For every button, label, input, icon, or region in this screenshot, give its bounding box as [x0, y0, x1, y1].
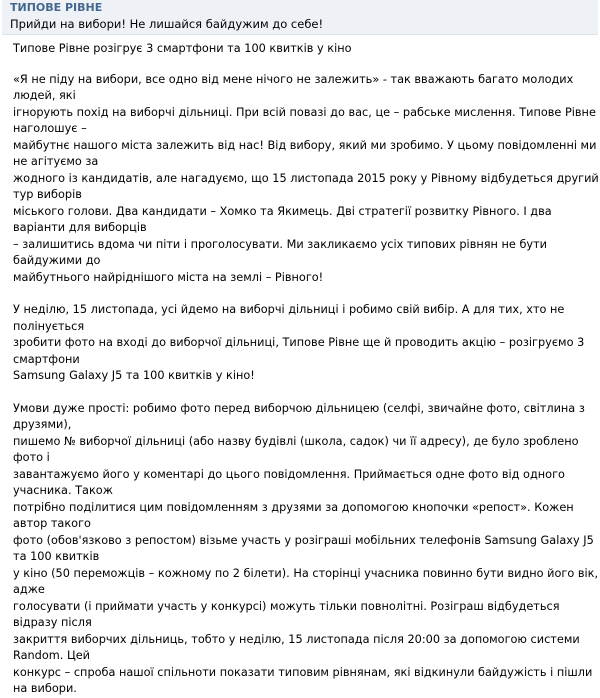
- post-body: [13, 41, 599, 698]
- group-status: Прийди на вибори! Не лишайся байдужим до себе!: [10, 17, 324, 31]
- post-paragraph: У неділю, 15 листопада, усі йдемо на виборчі дільниці і робимо свій вибір. А для тих, хто не полінується зробити фото на вході до виборчої дільниці, Типове Рівне ще й проводить акцію – розігруємо 3 смартфони Samsung Galaxy J5 та 100 квитків у кіно!: [13, 303, 585, 382]
- post-header: [2, 0, 598, 35]
- group-name-link[interactable]: ТИПОВЕ РІВНЕ: [10, 1, 103, 14]
- post-paragraph: «Я не піду на вибори, все одно від мене нічого не залежить» - так вважають багато молодих людей, які ігнорують похід на виборчі дільниці. При всій повазі до вас, це – рабське мислення. Типове Рівне наголошує – майбутнє нашого міста залежить від нас! Від вибору, який ми зробимо. У цьому повідомленні ми не агітуємо за жодного із кандидатів, але нагадуємо, що 15 листопада 2015 року у Рівному відбудеться другий тур виборів міського голови. Два кандидати – Хомко та Якимець. Дві стратегії розвитку Рівного. І два варіанти для виборців – залишитись вдома чи піти і проголосувати. Ми закликаємо усіх типових рівнян не бути байдужими до майбутнього найріднішого міста на землі – Рівного!: [13, 72, 599, 284]
- post-paragraph: Умови дуже прості: робимо фото перед виборчою дільницею (селфі, звичайне фото, світлина з друзями), пишемо № виборчої дільниці (або назву будівлі (школа, садок) чи її адресу), де було зроблено фото і завантажуємо його у коментарі до цього повідомлення. Приймається одне фото від одного учасника. Також потрібно поділитися цим повідомленням з друзями за допомогою кнопочки «репост». Кожен автор такого фото (обов'язково з репостом) візьме участь у розіграші мобільних телефонів Samsung Galaxy J5 та 100 квитків у кіно (50 переможців – кожному по 2 білети). На сторінці учасника повинно бути видно його вік, адже голосувати (і приймати участь у конкурсі) можуть тільки повнолітні. Розіграш відбудеться відразу після закриття виборчих дільниць, тобто у неділю, 15 листопада після 20:00 за допомогою системи Random. Цей конкурс – спроба нашої спільноти показати типовим рівнянам, які відкинули байдужість і пішли на вибори.: [13, 401, 599, 695]
- post-headline: Типове Рівне розігрує 3 смартфони та 100 квитків у кіно: [13, 42, 352, 55]
